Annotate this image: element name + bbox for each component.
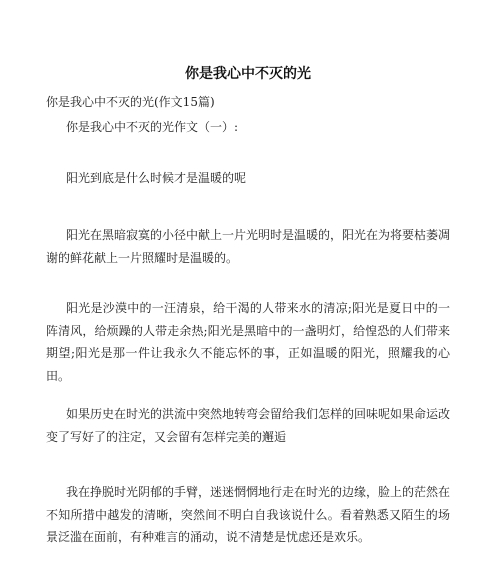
document-subtitle: 你是我心中不灭的光(作文15篇) (46, 95, 215, 109)
document-title: 你是我心中不灭的光 (185, 66, 311, 82)
paragraph-4: 我在挣脱时光阴郁的手臂，迷迷惘惘地行走在时光的边缘，脸上的茫然在不知所措中越发的清晰，突然间不明白自我该说什么。看着熟悉又陌生的场景泛滥在面前，有种难言的涌动，说不清楚是忧虑还是欢乐。 (46, 485, 451, 544)
opening-question: 阳光到底是什么时候才是温暖的呢 (66, 171, 247, 185)
paragraph-1: 阳光在黑暗寂寞的小径中献上一片光明时是温暖的，阳光在为将要枯萎凋谢的鲜花献上一片照耀时是温暖的。 (46, 228, 451, 265)
section-heading: 你是我心中不灭的光作文（一）: (66, 120, 239, 134)
paragraph-2: 阳光是沙漠中的一汪清泉，给干渴的人带来水的清凉;阳光是夏日中的一阵清风，给烦躁的人带走余热;阳光是黑暗中的一盏明灯，给惶恐的人们带来期望;阳光是那一件让我永久不能忘怀的事，正如温暖的阳光，照耀我的心田。 (46, 301, 450, 383)
paragraph-3: 如果历史在时光的洪流中突然地转弯会留给我们怎样的回味呢如果命运改变了写好了的注定，又会留有怎样完美的邂逅 (46, 407, 451, 444)
